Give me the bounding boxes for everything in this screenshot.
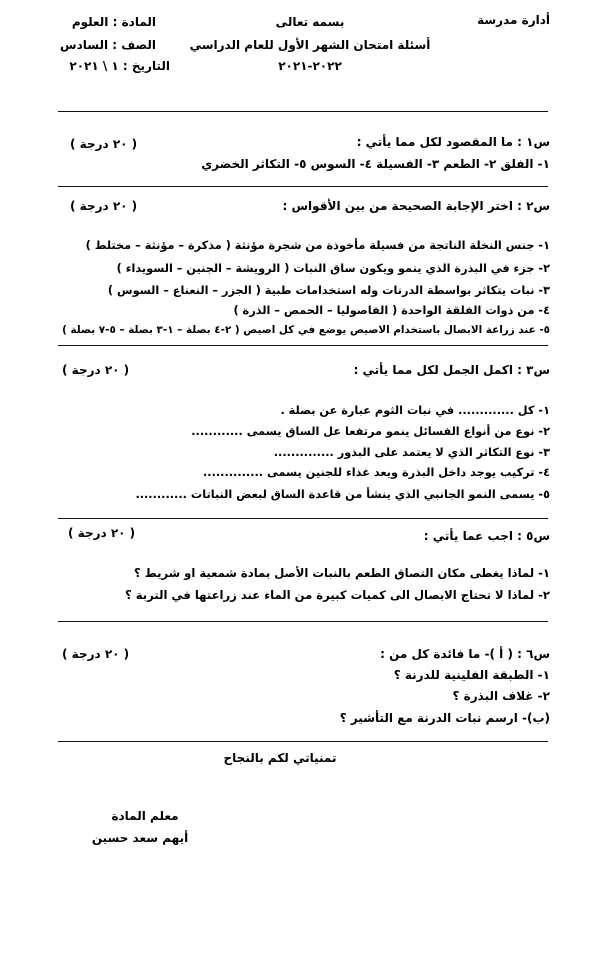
q3-title: س٣ : اكمل الجمل لكل مما يأتي :	[353, 363, 550, 377]
q6-title: س٦ : ( أ )- ما فائدة كل من :	[380, 647, 550, 661]
q3-mark: ( ٢٠ درجة )	[62, 363, 130, 377]
q3-item: ٢- نوع من أنواع الفسائل ينمو مرتفعا عل الساق يسمى ............	[191, 425, 550, 438]
academic-year: ٢٠٢٢-٢٠٢١	[278, 59, 342, 73]
q5-item: ١- لماذا يغطى مكان التصاق الطعم بالنبات الأصل بمادة شمعية او شريط ؟	[133, 566, 550, 580]
q1-terms: ١- الفلق ٢- الطعم ٣- الفسيلة ٤- السوس ٥- التكاثر الخضري	[201, 157, 550, 171]
exam-title: أسئلة امتحان الشهر الأول للعام الدراسي	[189, 38, 431, 52]
q5-item: ٢- لماذا لا تحتاج الابصال الى كميات كبيرة من الماء عند زراعتها في التربة ؟	[125, 588, 550, 602]
q2-title: س٢ : اختر الإجابة الصحيحة من بين الأقواس :	[282, 199, 550, 213]
q2-divider	[58, 345, 548, 346]
q3-item: ٣- نوع التكاثر الذي لا يعتمد على البذور ..............	[273, 446, 550, 459]
subject-label: المادة : العلوم	[71, 15, 156, 29]
q5-mark: ( ٢٠ درجة )	[68, 526, 136, 540]
q5-divider	[58, 621, 548, 622]
q6-mark: ( ٢٠ درجة )	[62, 647, 130, 661]
bismillah: بسمه تعالى	[275, 15, 345, 29]
q2-item: ٤- من ذوات الفلقة الواحدة ( الفاصوليا – الحمص – الذرة )	[233, 304, 550, 317]
q2-item: ٥- عند زراعة الابصال باستخدام الاصيص يوضع في كل اصيص ( ٢-٤ بصلة – ١-٣ بصلة – ٥-٧ بصلة )	[62, 324, 550, 336]
teacher-name: أيهم سعد حسين	[91, 831, 189, 845]
q6-item: ٢- غلاف البذرة ؟	[452, 689, 550, 703]
q6-item: (ب)- ارسم نبات الدرنة مع التأشير ؟	[339, 711, 550, 725]
q6-divider	[58, 741, 548, 742]
q3-item: ١- كل ............. في نبات الثوم عبارة عن بصلة .	[280, 404, 550, 417]
q1-mark: ( ٢٠ درجة )	[70, 137, 138, 151]
teacher-label: معلم المادة	[111, 809, 179, 823]
closing-wishes: تمنياتي لكم بالنجاح	[223, 751, 337, 765]
grade-label: الصف : السادس	[60, 38, 156, 52]
q2-item: ١- جنس النخلة الناتجة من فسيلة مأخوذة من شجرة مؤنثة ( مذكرة – مؤنثة – مختلط )	[85, 239, 550, 252]
q5-title: س٥ : اجب عما يأتي :	[423, 529, 550, 543]
q3-item: ٤- تركيب يوجد داخل البذرة ويعد غذاء للجنين يسمى ..............	[203, 466, 550, 479]
q3-item: ٥- يسمى النمو الجانبي الذي ينشأ من قاعدة الساق لبعض النباتات ............	[135, 488, 550, 501]
q3-divider	[58, 518, 548, 519]
header-divider	[58, 111, 548, 112]
school-name: أدارة مدرسة	[477, 13, 550, 27]
q1-divider	[58, 186, 548, 187]
q2-mark: ( ٢٠ درجة )	[70, 199, 138, 213]
q2-item: ٣- نبات يتكاثر بواسطة الدرنات وله استخدامات طبية ( الجزر – النعناع – السوس )	[107, 284, 550, 297]
q1-title: س١ : ما المقصود لكل مما يأتي :	[356, 135, 550, 149]
q2-item: ٢- جزء في البذرة الذي ينمو ويكون ساق النبات ( الرويشة – الجنين – السويداء )	[116, 262, 550, 275]
date-label: التاريخ : ١ \ ٢٠٢١	[69, 59, 170, 73]
q6-item: ١- الطبقة الفلينية للدرنة ؟	[393, 668, 550, 682]
